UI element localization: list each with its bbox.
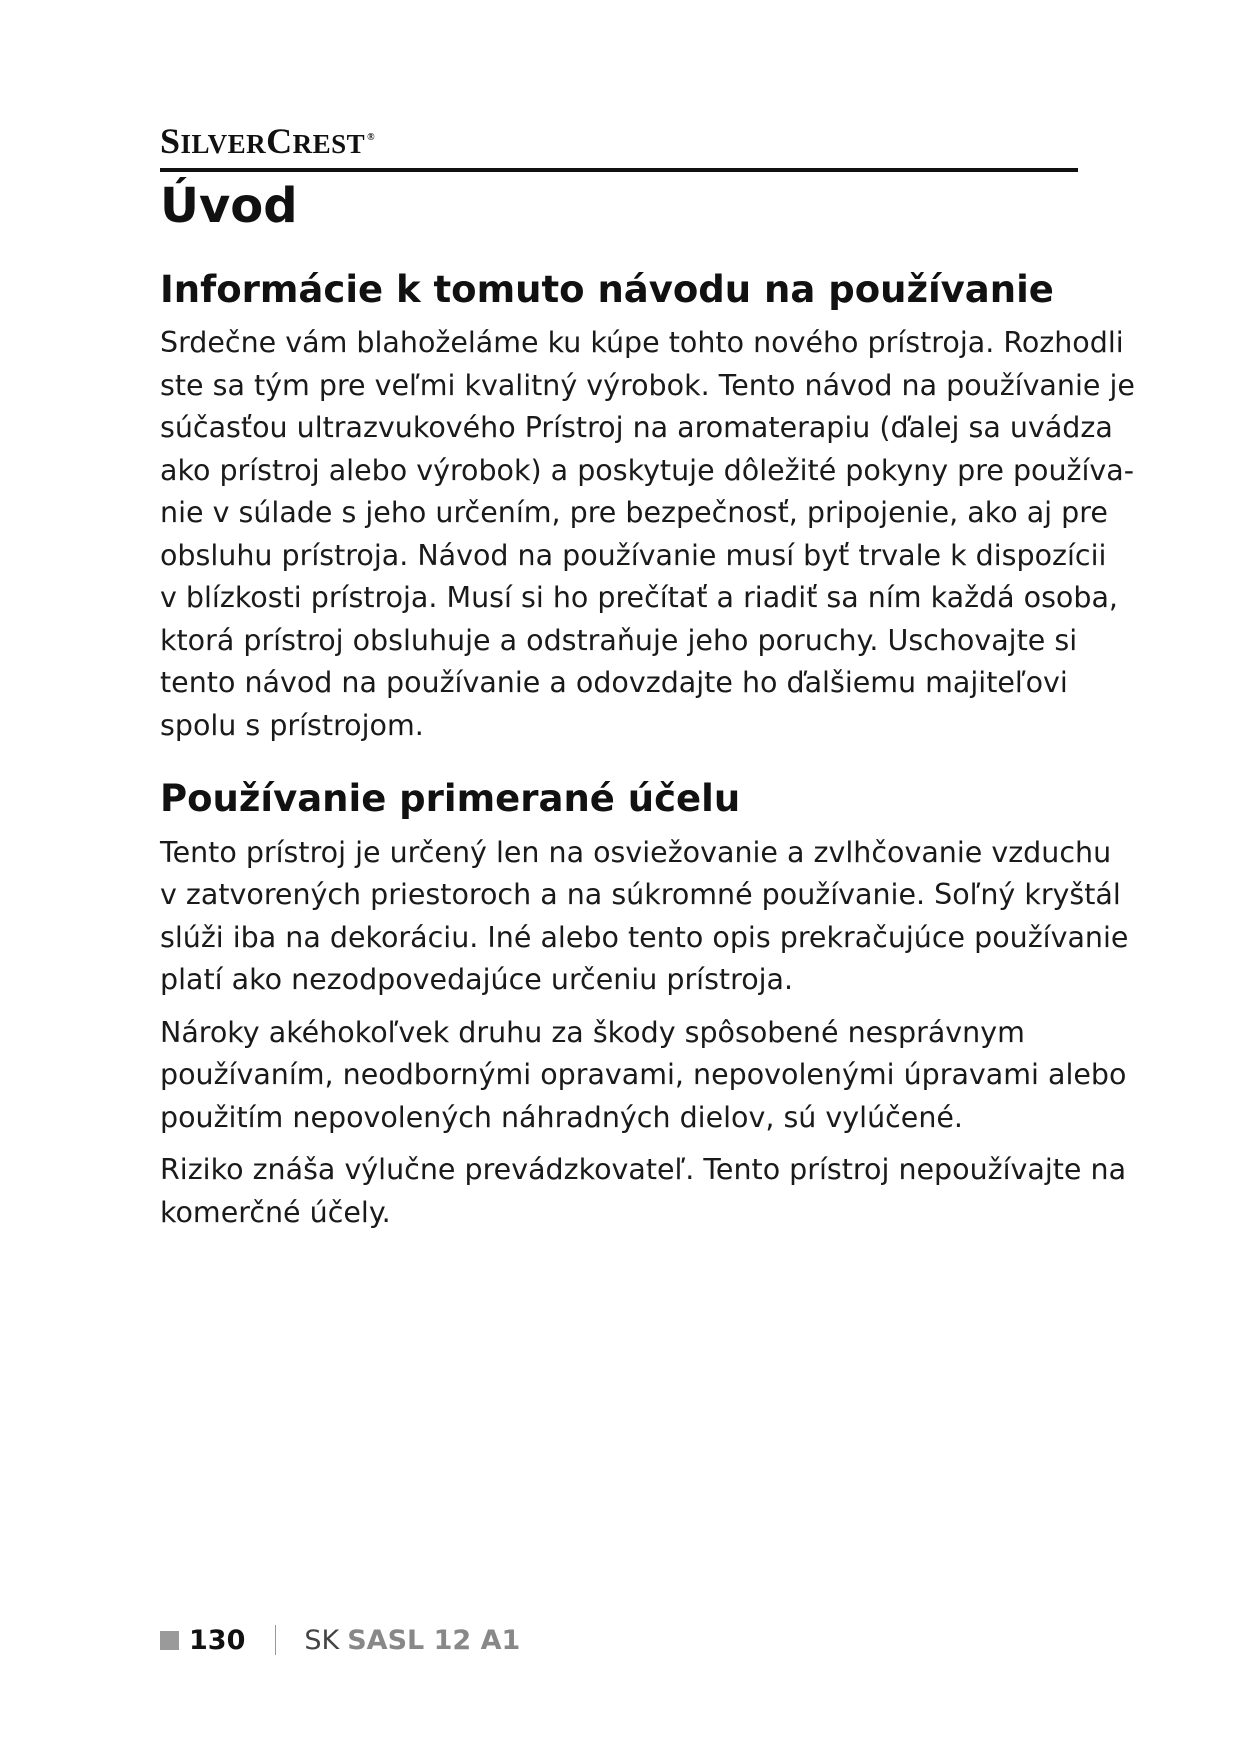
paragraph xyxy=(160,322,1135,747)
page-title: Úvod xyxy=(160,178,298,234)
text-line: ste sa tým pre veľmi kvalitný výrobok. Tento návod na používanie je xyxy=(160,368,1135,402)
paragraph xyxy=(160,1012,1127,1140)
text-line: Tento prístroj je určený len na osviežovanie a zvlhčovanie vzduchu xyxy=(160,835,1112,869)
text-line: používaním, neodbornými opravami, nepovolenými úpravami alebo xyxy=(160,1058,1127,1092)
language-code: SK xyxy=(304,1624,340,1656)
text-line: komerčné účely. xyxy=(160,1195,391,1229)
header-rule xyxy=(160,168,1078,172)
text-line: v zatvorených priestoroch a na súkromné používanie. Soľný kryštál xyxy=(160,878,1121,912)
text-line: Nároky akéhokoľvek druhu za škody spôsobené nesprávnym xyxy=(160,1015,1025,1049)
section-intended-use xyxy=(160,777,1129,1234)
model-number: SASL 12 A1 xyxy=(347,1624,521,1656)
footer-divider xyxy=(275,1625,276,1655)
text-line: použitím nepovolených náhradných dielov, sú vylúčené. xyxy=(160,1100,963,1134)
section-heading: Informácie k tomuto návodu na používanie xyxy=(160,268,1054,311)
text-line: spolu s prístrojom. xyxy=(160,708,424,742)
text-line: v blízkosti prístroja. Musí si ho prečítať a riadiť sa ním každá osoba, xyxy=(160,581,1118,615)
section-heading: Používanie primerané účelu xyxy=(160,777,741,821)
page-number: 130 xyxy=(189,1624,246,1656)
text-line: súčasťou ultrazvukového Prístroj na aromaterapiu (ďalej sa uvádza xyxy=(160,411,1113,445)
text-line: slúži iba na dekoráciu. Iné alebo tento opis prekračujúce používanie xyxy=(160,920,1129,954)
text-line: tento návod na používanie a odovzdajte ho ďalšiemu majiteľovi xyxy=(160,666,1068,700)
paragraph xyxy=(160,1149,1127,1234)
section-manual-info xyxy=(160,268,1135,747)
text-line: ako prístroj alebo výrobok) a poskytuje dôležité pokyny pre používa- xyxy=(160,453,1135,487)
text-line: obsluhu prístroja. Návod na používanie musí byť trvale k dispozícii xyxy=(160,538,1107,572)
paragraph xyxy=(160,832,1129,1002)
page-content xyxy=(160,268,1135,1234)
page-footer xyxy=(160,1622,520,1658)
text-line: nie v súlade s jeho určením, pre bezpečnosť, pripojenie, ako aj pre xyxy=(160,496,1108,530)
text-line: Srdečne vám blahoželáme ku kúpe tohto nového prístroja. Rozhodli xyxy=(160,326,1124,360)
text-line: ktorá prístroj obsluhuje a odstraňuje jeho poruchy. Uschovajte si xyxy=(160,623,1078,657)
text-line: Riziko znáša výlučne prevádzkovateľ. Tento prístroj nepoužívajte na xyxy=(160,1153,1127,1187)
brand-logo: SILVERCREST ® xyxy=(160,121,376,161)
square-marker-icon xyxy=(160,1631,179,1650)
text-line: platí ako nezodpovedajúce určeniu prístroja. xyxy=(160,963,794,997)
